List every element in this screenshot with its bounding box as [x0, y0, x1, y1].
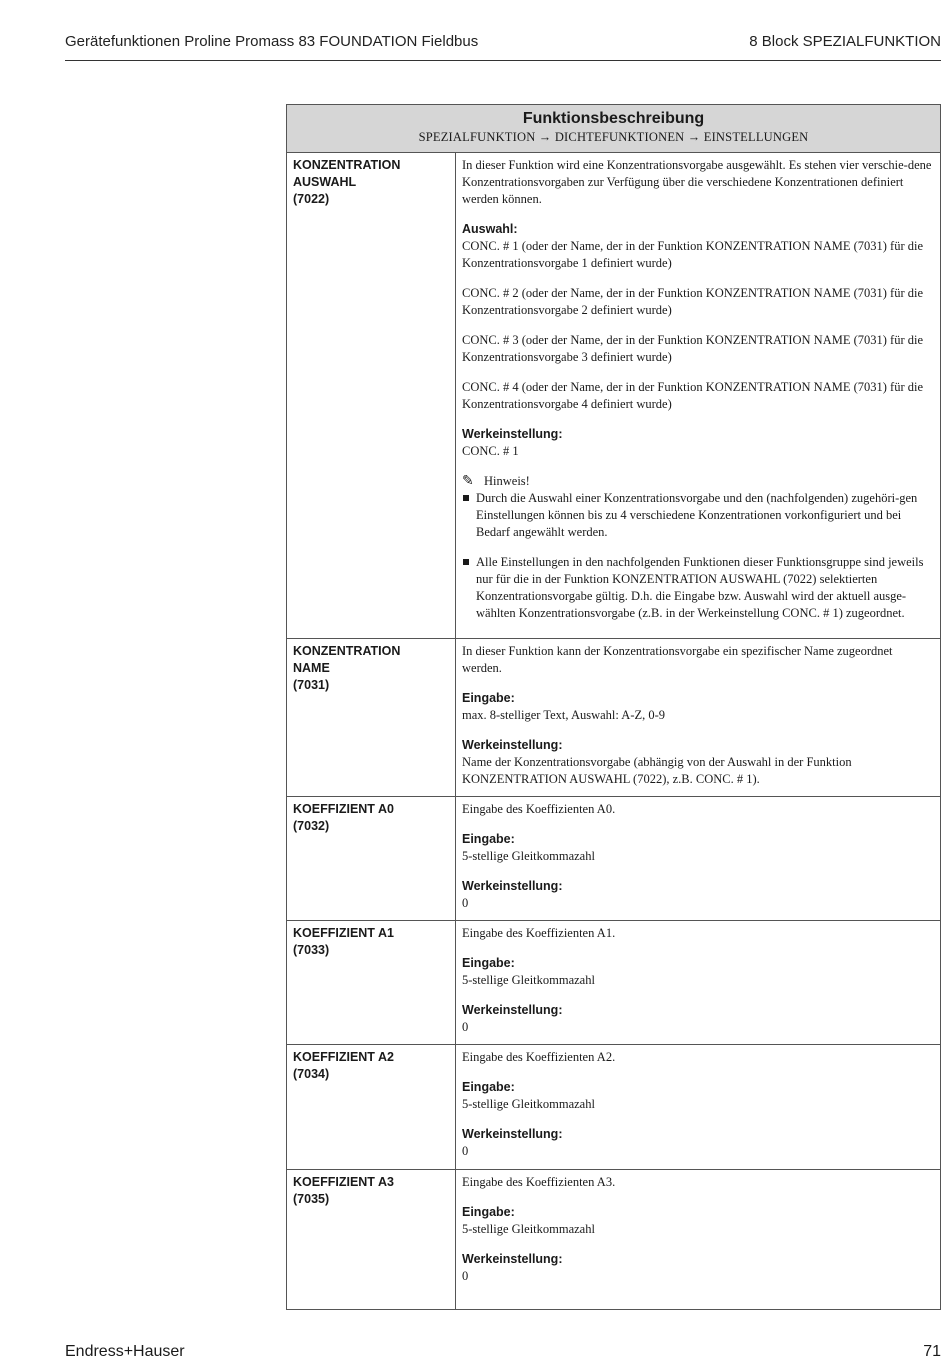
- description-intro: Eingabe des Koeffizienten A2.: [462, 1050, 616, 1064]
- eingabe-value: 5-stellige Gleitkommazahl: [462, 1097, 595, 1111]
- note-list: [462, 490, 934, 622]
- note-heading: [462, 473, 934, 490]
- eingabe-label: Eingabe:: [462, 1080, 515, 1094]
- function-name-line: KOEFFIZIENT A2: [293, 1050, 394, 1064]
- function-name-line: KOEFFIZIENT A1: [293, 926, 394, 940]
- function-description-cell: [456, 1170, 940, 1309]
- werkeinstellung-value: 0: [462, 1269, 469, 1283]
- table-header: [287, 105, 940, 153]
- function-name-line: KOEFFIZIENT A0: [293, 802, 394, 816]
- function-name-cell: [287, 639, 456, 796]
- description-intro: Eingabe des Koeffizienten A1.: [462, 926, 616, 940]
- function-name-line: KONZENTRATION: [293, 158, 401, 172]
- function-code: (7034): [293, 1067, 330, 1081]
- function-name-cell: [287, 1045, 456, 1169]
- eingabe-label: Eingabe:: [462, 956, 515, 970]
- function-code: (7031): [293, 678, 330, 692]
- function-name-cell: [287, 153, 456, 638]
- table-title: Funktionsbeschreibung: [522, 110, 705, 127]
- eingabe-value: 5-stellige Gleitkommazahl: [462, 1222, 595, 1236]
- werkeinstellung-value: CONC. # 1: [462, 444, 519, 458]
- function-code: (7033): [293, 943, 330, 957]
- bullet-square-icon: [463, 559, 469, 565]
- table-row-konzentration-auswahl: [287, 153, 940, 639]
- werkeinstellung-label: Werkeinstellung:: [462, 1003, 563, 1017]
- werkeinstellung-value: 0: [462, 1020, 469, 1034]
- page-number: 71: [923, 1343, 941, 1360]
- pencil-icon: ✎: [462, 474, 474, 489]
- eingabe-label: Eingabe:: [462, 832, 515, 846]
- note-text: Alle Einstellungen in den nachfolgenden Funktionen dieser Funktionsgruppe sind jeweils nur für die in der Funktion KONZENTRATION AUSWAHL (7022) selektierten Konzentrationsvorgabe gültig. D.h. die Eingabe bzw. Auswahl wird der aktuell ausge-wählten Konzentrationsvorgabe (z.B. in der Werkeinstellung CONC. # 1) zugeordnet.: [476, 555, 924, 620]
- option-text: CONC. # 1 (oder der Name, der in der Funktion KONZENTRATION NAME (7031) für die Konzentrationsvorgabe 1 definiert wurde): [462, 239, 924, 270]
- function-description-cell: [456, 1045, 940, 1169]
- list-item: [462, 490, 934, 541]
- auswahl-label: Auswahl:: [462, 222, 518, 236]
- option-text: CONC. # 4 (oder der Name, der in der Funktion KONZENTRATION NAME (7031) für die Konzentrationsvorgabe 4 definiert wurde): [462, 380, 924, 411]
- list-item: [462, 554, 934, 622]
- note-text: Durch die Auswahl einer Konzentrationsvorgabe und den (nachfolgenden) zugehöri-gen Einstellungen können bis zu 4 verschiedene Konzentrationen vorkonfiguriert und bei Bedarf angewählt werden.: [476, 491, 918, 539]
- werkeinstellung-label: Werkeinstellung:: [462, 1252, 563, 1266]
- function-description-cell: [456, 921, 940, 1044]
- table-row-koeffizient-a2: [287, 1045, 940, 1170]
- werkeinstellung-label: Werkeinstellung:: [462, 1127, 563, 1141]
- function-description-cell: [456, 153, 940, 638]
- eingabe-value: max. 8-stelliger Text, Auswahl: A-Z, 0-9: [462, 708, 666, 722]
- table-row-koeffizient-a0: [287, 797, 940, 921]
- function-name-cell: [287, 921, 456, 1044]
- function-code: (7022): [293, 192, 330, 206]
- function-name-line: KOEFFIZIENT A3: [293, 1175, 394, 1189]
- werkeinstellung-value: 0: [462, 1144, 469, 1158]
- werkeinstellung-value: 0: [462, 896, 469, 910]
- eingabe-value: 5-stellige Gleitkommazahl: [462, 849, 595, 863]
- description-intro: In dieser Funktion kann der Konzentrationsvorgabe ein spezifischer Name zugeordnet werden.: [462, 644, 893, 675]
- bullet-square-icon: [463, 495, 469, 501]
- option-text: CONC. # 2 (oder der Name, der in der Funktion KONZENTRATION NAME (7031) für die Konzentrationsvorgabe 2 definiert wurde): [462, 286, 924, 317]
- header-document-title: Gerätefunktionen Proline Promass 83 FOUNDATION Fieldbus: [65, 33, 479, 50]
- function-name-cell: [287, 1170, 456, 1309]
- function-name-line: NAME: [293, 661, 330, 675]
- option-text: CONC. # 3 (oder der Name, der in der Funktion KONZENTRATION NAME (7031) für die Konzentrationsvorgabe 3 definiert wurde): [462, 333, 924, 364]
- page-header: [65, 33, 941, 61]
- description-intro: Eingabe des Koeffizienten A0.: [462, 802, 616, 816]
- function-description-cell: [456, 639, 940, 796]
- eingabe-label: Eingabe:: [462, 691, 515, 705]
- table-row-koeffizient-a3: [287, 1170, 940, 1309]
- table-row-koeffizient-a1: [287, 921, 940, 1045]
- description-intro: Eingabe des Koeffizienten A3.: [462, 1175, 616, 1189]
- function-code: (7032): [293, 819, 330, 833]
- function-description-cell: [456, 797, 940, 920]
- werkeinstellung-label: Werkeinstellung:: [462, 427, 563, 441]
- werkeinstellung-label: Werkeinstellung:: [462, 738, 563, 752]
- note-label: Hinweis!: [484, 474, 530, 488]
- eingabe-value: 5-stellige Gleitkommazahl: [462, 973, 595, 987]
- description-intro: In dieser Funktion wird eine Konzentrationsvorgabe ausgewählt. Es stehen vier verschie-dene Konzentrationsvorgaben zur Verfügung über die verschiedene Konzentrationen definiert werden können.: [462, 158, 932, 206]
- footer-brand: Endress+Hauser: [65, 1343, 185, 1360]
- werkeinstellung-value: Name der Konzentrationsvorgabe (abhängig von der Auswahl in der Funktion KONZENTRATION AUSWAHL (7022), z.B. CONC. # 1).: [462, 755, 852, 786]
- function-name-line: KONZENTRATION: [293, 644, 401, 658]
- menu-path: SPEZIALFUNKTION → DICHTEFUNKTIONEN → EINSTELLUNGEN: [418, 130, 809, 144]
- function-name-cell: [287, 797, 456, 920]
- function-code: (7035): [293, 1192, 330, 1206]
- werkeinstellung-label: Werkeinstellung:: [462, 879, 563, 893]
- header-chapter-title: 8 Block SPEZIALFUNKTION: [749, 33, 941, 50]
- function-description-table: [286, 104, 941, 1310]
- function-name-line: AUSWAHL: [293, 175, 357, 189]
- eingabe-label: Eingabe:: [462, 1205, 515, 1219]
- table-row-konzentration-name: [287, 639, 940, 797]
